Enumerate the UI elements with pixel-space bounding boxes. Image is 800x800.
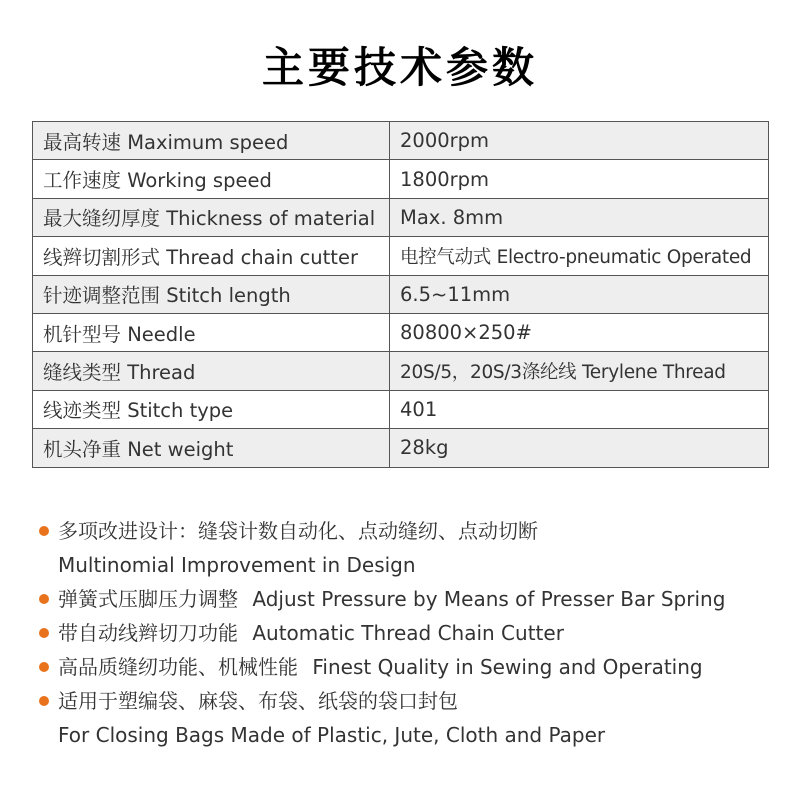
feature-list — [36, 514, 786, 752]
list-item — [36, 650, 786, 684]
spec-value: 电控气动式 Electro-pneumatic Operated — [390, 237, 769, 275]
spec-value: 2000rpm — [390, 122, 769, 160]
feature-en: For Closing Bags Made of Plastic, Jute, Cloth and Paper — [58, 723, 606, 747]
spec-value: 80800×250# — [390, 313, 769, 351]
table-row — [33, 237, 769, 275]
spec-label: 线辫切割形式 Thread chain cutter — [33, 237, 390, 275]
feature-en: Finest Quality in Sewing and Operating — [312, 655, 703, 679]
table-row — [33, 313, 769, 351]
feature-zh: 多项改进设计：缝袋计数自动化、点动缝纫、点动切断 — [58, 519, 538, 543]
table-row — [33, 275, 769, 313]
spec-label: 工作速度 Working speed — [33, 160, 390, 198]
spec-value: 20S/5，20S/3涤纶线 Terylene Thread — [390, 352, 769, 390]
spec-table — [32, 121, 769, 468]
feature-en: Adjust Pressure by Means of Presser Bar Spring — [252, 587, 726, 611]
feature-zh: 高品质缝纫功能、机械性能 — [58, 655, 298, 679]
spec-label: 最大缝纫厚度 Thickness of material — [33, 198, 390, 236]
feature-zh: 弹簧式压脚压力调整 — [58, 587, 238, 611]
bullet-icon — [39, 628, 49, 638]
feature-en: Multinomial Improvement in Design — [58, 553, 416, 577]
feature-zh: 带自动线辫切刀功能 — [58, 621, 238, 645]
feature-en: Automatic Thread Chain Cutter — [252, 621, 564, 645]
spec-label: 最高转速 Maximum speed — [33, 122, 390, 160]
feature-zh: 适用于塑编袋、麻袋、布袋、纸袋的袋口封包 — [58, 689, 458, 713]
spec-label: 缝线类型 Thread — [33, 352, 390, 390]
spec-label: 机头净重 Net weight — [33, 429, 390, 467]
table-row — [33, 352, 769, 390]
list-item — [36, 684, 786, 752]
list-item — [36, 582, 786, 616]
table-row — [33, 390, 769, 428]
spec-label: 针迹调整范围 Stitch length — [33, 275, 390, 313]
bullet-icon — [39, 662, 49, 672]
spec-label: 线迹类型 Stitch type — [33, 390, 390, 428]
table-row — [33, 160, 769, 198]
table-row — [33, 122, 769, 160]
spec-value: 401 — [390, 390, 769, 428]
table-row — [33, 198, 769, 236]
bullet-icon — [39, 696, 49, 706]
table-row — [33, 429, 769, 467]
bullet-icon — [39, 526, 49, 536]
spec-value: Max. 8mm — [390, 198, 769, 236]
list-item — [36, 514, 786, 582]
spec-label: 机针型号 Needle — [33, 313, 390, 351]
list-item — [36, 616, 786, 650]
page-title: 主要技术参数 — [261, 43, 538, 92]
spec-value: 6.5~11mm — [390, 275, 769, 313]
bullet-icon — [39, 594, 49, 604]
spec-value: 1800rpm — [390, 160, 769, 198]
spec-value: 28kg — [390, 429, 769, 467]
